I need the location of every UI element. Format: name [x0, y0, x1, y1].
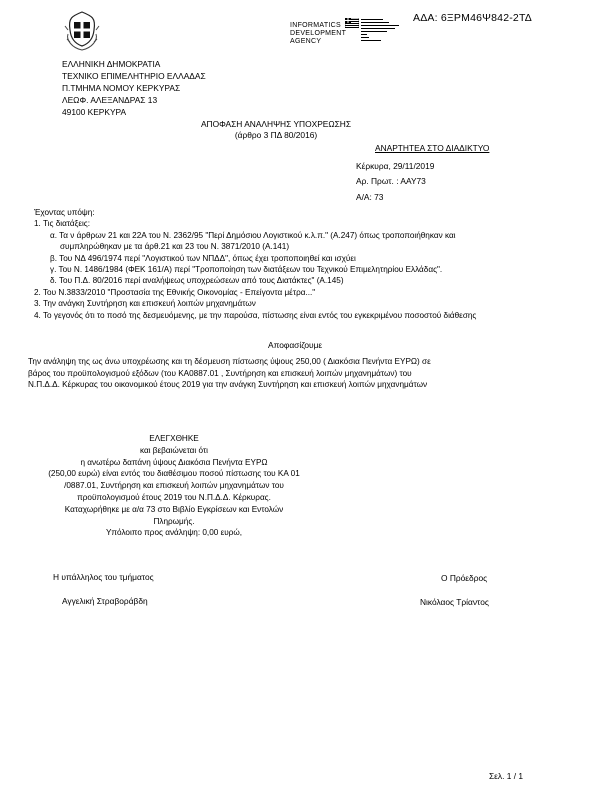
org-line: ΛΕΩΦ. ΑΛΕΞΑΝΔΡΑΣ 13: [62, 95, 158, 105]
verification-line: Πληρωμής.: [153, 516, 195, 526]
considering-intro: Έχοντας υπόψη:: [34, 208, 95, 217]
logo-fine-print-graphic: [361, 18, 401, 56]
org-line: ΤΕΧΝΙΚΟ ΕΠΙΜΕΛΗΤΗΡΙΟ ΕΛΛΑΔΑΣ: [62, 71, 206, 81]
decision-paragraph: [28, 356, 431, 391]
verification-line: Υπόλοιπο προς ανάληψη: 0,00 ευρώ,: [105, 528, 243, 538]
verification-line: Καταχωρήθηκε με α/α 73 στο Βιβλίο Εγκρίσεων και Εντολών: [64, 504, 284, 514]
verification-heading: ΕΛΕΓΧΘΗΚΕ: [149, 434, 199, 443]
org-line: ΕΛΛΗΝΙΚΗ ΔΗΜΟΚΡΑΤΙΑ: [62, 59, 161, 69]
informatics-line-2: DEVELOPMENT: [290, 30, 347, 37]
right-signatory-name: Νικόλαος Τρίαντος: [420, 597, 489, 607]
serial-number: Α/Α: 73: [356, 192, 384, 202]
considering-item: συμπληρώθηκαν με τα άρθ.21 και 23 του Ν. 3871/2010 (Α.141): [60, 242, 290, 252]
decision-heading: Αποφασίζουμε: [268, 340, 323, 350]
document-subtitle: (άρθρο 3 ΠΔ 80/2016): [234, 130, 318, 140]
greek-emblem-icon: [62, 8, 102, 52]
considering-item: 1. Τις διατάξεις:: [34, 219, 91, 229]
informatics-agency-label: [290, 22, 346, 46]
informatics-line-3: AGENCY: [290, 38, 322, 45]
document-title: ΑΠΟΦΑΣΗ ΑΝΑΛΗΨΗΣ ΥΠΟΧΡΕΩΣΗΣ: [200, 119, 352, 129]
left-signatory-role: Η υπάλληλος του τμήματος: [53, 572, 154, 582]
decision-line: Την ανάληψη της ως άνω υποχρέωσης και τη δέσμευση πίστωσης ύψους 250,00 ( Διακόσια Πενήντα ΕΥΡΩ) σε: [28, 357, 431, 366]
page-number: Σελ. 1 / 1: [489, 771, 524, 781]
considering-item: δ. Του Π.Δ. 80/2016 περί αναλήψεως υποχρεώσεων από τους Διατάκτες" (Α.145): [50, 276, 344, 286]
verification-line: (250,00 ευρώ) είναι εντός του διαθέσιμου ποσού πίστωσης του ΚΑ 01: [48, 469, 300, 479]
considering-item: β. Του ΝΔ 496/1974 περί "Λογιστικού των ΝΠΔΔ", όπως έχει τροποποιηθεί και ισχύει: [50, 253, 356, 263]
place-date: Κέρκυρα, 29/11/2019: [356, 161, 435, 171]
org-line: 49100 ΚΕΡΚΥΡΑ: [62, 107, 127, 117]
considering-item: 3. Την ανάγκη Συντήρηση και επισκευή λοιπών μηχανημάτων: [34, 299, 256, 309]
considering-item: 4. Το γεγονός ότι το ποσό της δεσμευόμενης, με την παρούσα, πίστωσης είναι εντός του εγκεκριμένου ποσοστού διάθεσης: [34, 310, 477, 320]
verification-block: [24, 433, 324, 539]
considering-section: [34, 207, 476, 321]
considering-item: γ. Του Ν. 1486/1984 (ΦΕΚ 161/Α) περί "Τροποποίηση των διατάξεων του Τεχνικού Επιμελητηρίου Ελλάδας".: [50, 265, 443, 275]
protocol-number: Αρ. Πρωτ. : ΑΑΥ73: [356, 176, 426, 186]
flag-icon: [345, 18, 359, 28]
verification-line: προϋπολογισμού έτους 2019 του Ν.Π.Δ.Δ. Κέρκυρας.: [77, 492, 271, 502]
verification-line: και βεβαιώνεται ότι: [139, 445, 208, 455]
decision-line: βάρος του προϋπολογισμού εξόδων (του ΚΑ0887.01 , Συντήρηση και επισκευή λοιπών μηχανημάτων) του: [28, 368, 412, 378]
considering-item: α. Τα ν άρθρων 21 και 22Α του Ν. 2362/95 "Περί Δημόσιου Λογιστικού κ.λ.π." (Α.247) όπως τροποποιήθηκαν και: [50, 230, 456, 240]
organization-header: [62, 58, 206, 118]
verification-line: /0887.01, Συντήρηση και επισκευή λοιπών μηχανημάτων του: [64, 481, 284, 491]
considering-item: 2. Του Ν.3833/2010 "Προστασία της Εθνικής Οικονομίας - Επείγοντα μέτρα...": [34, 287, 316, 297]
publish-notice: ΑΝΑΡΤΗΤΕΑ ΣΤΟ ΔΙΑΔΙΚΤΥΟ: [375, 143, 490, 153]
decision-line: Ν.Π.Δ.Δ. Κέρκυρας του οικονομικού έτους 2019 για την ανάγκη Συντήρηση και επισκευή λοιπών μηχανημάτων: [28, 380, 428, 390]
left-signatory-name: Αγγελική Στραβοράβδη: [62, 596, 148, 606]
org-line: Π.ΤΜΗΜΑ ΝΟΜΟΥ ΚΕΡΚΥΡΑΣ: [62, 83, 181, 93]
informatics-line-1: INFORMATICS: [290, 22, 342, 29]
ada-code: ΑΔΑ: 6ΞΡΜ46Ψ842-2ΤΔ: [413, 12, 533, 24]
verification-line: η ανωτέρω δαπάνη ύψους Διακόσια Πενήντα ΕΥΡΩ: [80, 457, 268, 467]
agency-logo: [345, 18, 403, 58]
right-signatory-role: Ο Πρόεδρος: [441, 573, 488, 583]
